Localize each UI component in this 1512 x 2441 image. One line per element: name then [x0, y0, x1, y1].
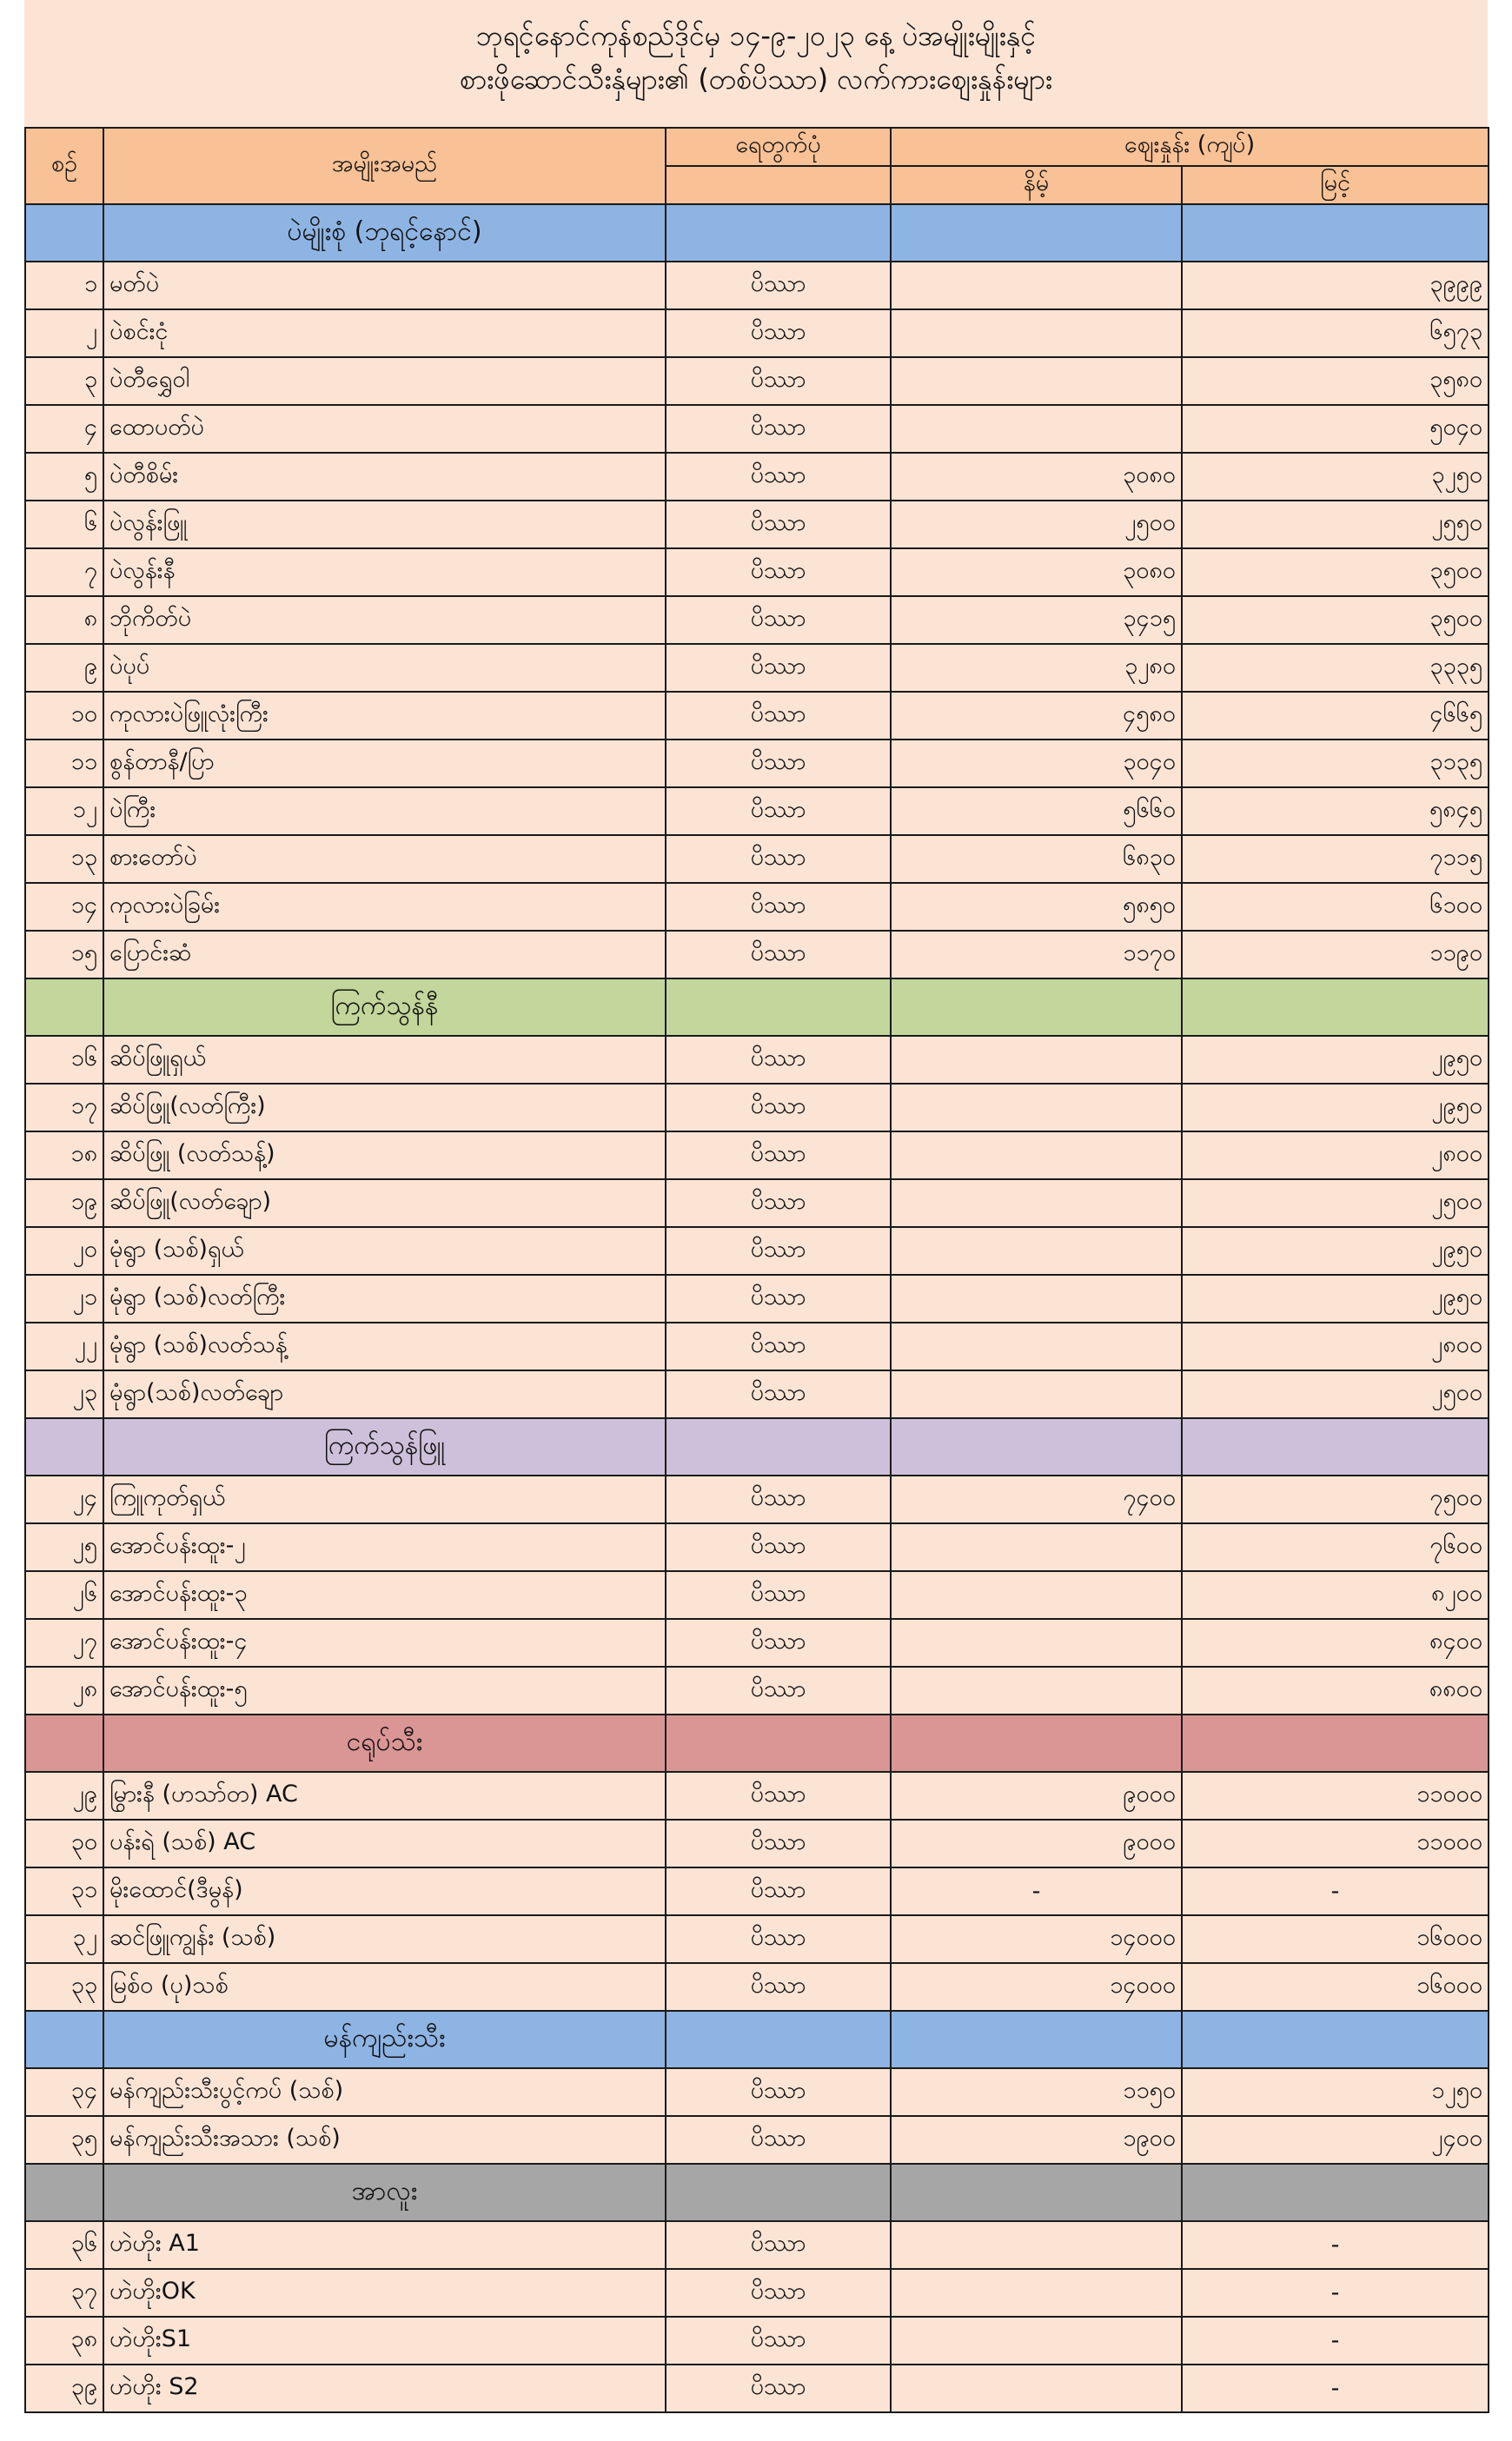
price-high: ၃၅၈၀	[1182, 357, 1489, 405]
item-unit: ပိဿာ	[666, 1772, 891, 1820]
item-unit: ပိဿာ	[666, 2221, 891, 2269]
row-number: ၉	[25, 644, 103, 692]
price-high: ၆၁၀၀	[1182, 883, 1489, 931]
section-cell	[891, 204, 1182, 262]
price-low: ၂၅၀၀	[891, 501, 1182, 548]
item-name: ဆင်ဖြူကျွန်း (သစ်)	[103, 1915, 666, 1963]
item-unit: ပိဿာ	[666, 1963, 891, 2011]
item-name: ပဲတီရွှေဝါ	[103, 357, 666, 405]
section-row	[25, 1715, 1489, 1772]
table-row	[25, 2365, 1489, 2412]
section-cell	[666, 1418, 891, 1476]
row-number: ၃	[25, 357, 103, 405]
section-cell	[25, 1715, 103, 1772]
price-low	[891, 309, 1182, 357]
price-low: ၁၄၀၀၀	[891, 1915, 1182, 1963]
table-row	[25, 1275, 1489, 1323]
section-title: ကြက်သွန်ဖြူ	[103, 1418, 666, 1476]
table-row	[25, 548, 1489, 596]
price-high: ၂၅၀၀	[1182, 1370, 1489, 1418]
price-high: ၃၁၃၅	[1182, 740, 1489, 787]
item-unit: ပိဿာ	[666, 501, 891, 548]
row-number: ၂၆	[25, 1571, 103, 1619]
item-name: အောင်ပန်းထူး-၂	[103, 1523, 666, 1571]
price-low: -	[891, 1867, 1182, 1915]
price-high: ၄၆၆၅	[1182, 692, 1489, 740]
table-row	[25, 1772, 1489, 1820]
item-unit: ပိဿာ	[666, 1867, 891, 1915]
item-name: မတ်ပဲ	[103, 262, 666, 309]
item-name: ပန်းရဲ (သစ်) AC	[103, 1820, 666, 1867]
table-row	[25, 692, 1489, 740]
price-high: ၁၁၉၀	[1182, 931, 1489, 978]
item-name: မြွားနီ (ဟသာ်တ) AC	[103, 1772, 666, 1820]
item-name: ဆိပ်ဖြူရှယ်	[103, 1036, 666, 1084]
price-high: ၇၆၀၀	[1182, 1523, 1489, 1571]
row-number: ၁၂	[25, 787, 103, 835]
table-body	[25, 204, 1489, 2412]
table-row	[25, 1179, 1489, 1227]
title-line-1: ဘုရင့်နောင်ကုန်စည်ဒိုင်မှ ၁၄-၉-၂၀၂၃ နေ့ ပဲအမျိုးမျိုးနှင့်	[475, 19, 1037, 52]
item-name: ပဲကြီး	[103, 787, 666, 835]
table-row	[25, 2068, 1489, 2116]
item-name: ဟဲဟိုးS1	[103, 2317, 666, 2365]
price-high: ၈၈၀၀	[1182, 1667, 1489, 1715]
item-name: ပဲပုပ်	[103, 644, 666, 692]
item-name: မုံရွာ (သစ်)လတ်သန့်	[103, 1323, 666, 1370]
price-low: ၃၀၈၀	[891, 453, 1182, 501]
price-high: ၂၉၅၀	[1182, 1275, 1489, 1323]
row-number: ၁၇	[25, 1084, 103, 1131]
price-low	[891, 357, 1182, 405]
table-row	[25, 2221, 1489, 2269]
table-row	[25, 644, 1489, 692]
item-unit: ပိဿာ	[666, 1523, 891, 1571]
title-box	[24, 0, 1488, 127]
price-low: ၆၈၃၀	[891, 835, 1182, 883]
price-high: ၁၂၅၀	[1182, 2068, 1489, 2116]
price-low	[891, 2365, 1182, 2412]
item-name: ပဲစင်းငုံ	[103, 309, 666, 357]
section-cell	[25, 204, 103, 262]
table-row	[25, 1227, 1489, 1275]
price-low: ၁၁၇၀	[891, 931, 1182, 978]
item-name: မိုးထောင်(ဒီမွန်)	[103, 1867, 666, 1915]
row-number: ၂	[25, 309, 103, 357]
row-number: ၂၁	[25, 1275, 103, 1323]
section-row	[25, 1418, 1489, 1476]
item-unit: ပိဿာ	[666, 405, 891, 453]
price-low	[891, 1619, 1182, 1667]
item-name: မုံရွာ(သစ်)လတ်ချော	[103, 1370, 666, 1418]
item-unit: ပိဿာ	[666, 262, 891, 309]
item-unit: ပိဿာ	[666, 1667, 891, 1715]
item-unit: ပိဿာ	[666, 1370, 891, 1418]
price-high: ၁၆၀၀၀	[1182, 1915, 1489, 1963]
table-row	[25, 2269, 1489, 2317]
item-unit: ပိဿာ	[666, 1476, 891, 1523]
table-row	[25, 1619, 1489, 1667]
item-unit: ပိဿာ	[666, 2365, 891, 2412]
table-row	[25, 2317, 1489, 2365]
row-number: ၂၅	[25, 1523, 103, 1571]
item-unit: ပိဿာ	[666, 1571, 891, 1619]
section-title: ငရုပ်သီး	[103, 1715, 666, 1772]
section-cell	[891, 1418, 1182, 1476]
section-cell	[1182, 2164, 1489, 2221]
item-unit: ပိဿာ	[666, 740, 891, 787]
section-title: အာလူး	[103, 2164, 666, 2221]
table-row	[25, 501, 1489, 548]
price-high: -	[1182, 2269, 1489, 2317]
section-cell	[891, 1715, 1182, 1772]
price-high: ၃၅၀၀	[1182, 548, 1489, 596]
price-high: ၃၅၀၀	[1182, 596, 1489, 644]
row-number: ၂၉	[25, 1772, 103, 1820]
item-unit: ပိဿာ	[666, 787, 891, 835]
item-unit: ပိဿာ	[666, 357, 891, 405]
section-row	[25, 2164, 1489, 2221]
item-unit: ပိဿာ	[666, 1084, 891, 1131]
header-name: အမျိုးအမည်	[103, 128, 666, 204]
table-row	[25, 835, 1489, 883]
row-number: ၁၁	[25, 740, 103, 787]
price-low: ၁၁၅၀	[891, 2068, 1182, 2116]
table-row	[25, 1370, 1489, 1418]
item-unit: ပိဿာ	[666, 596, 891, 644]
title-line-2: စားဖိုဆောင်သီးနှံများ၏ (တစ်ပိဿာ) လက်ကားဈေးနှုန်းများ	[460, 63, 1052, 96]
price-low: ၄၅၈၀	[891, 692, 1182, 740]
row-number: ၃၃	[25, 1963, 103, 2011]
item-unit: ပိဿာ	[666, 644, 891, 692]
section-cell	[1182, 1715, 1489, 1772]
row-number: ၁	[25, 262, 103, 309]
price-low: ၃၂၈၀	[891, 644, 1182, 692]
row-number: ၃၈	[25, 2317, 103, 2365]
row-number: ၈	[25, 596, 103, 644]
item-name: ဆိပ်ဖြူ(လတ်ကြီး)	[103, 1084, 666, 1131]
item-name: ကုလားပဲခြမ်း	[103, 883, 666, 931]
price-high: ၂၉၅၀	[1182, 1084, 1489, 1131]
price-high: ၃၃၃၅	[1182, 644, 1489, 692]
item-name: ဆိပ်ဖြူ (လတ်သန့်)	[103, 1131, 666, 1179]
row-number: ၇	[25, 548, 103, 596]
table-row	[25, 1867, 1489, 1915]
section-cell	[25, 978, 103, 1036]
price-low: ၁၄၀၀၀	[891, 1963, 1182, 2011]
row-number: ၂၀	[25, 1227, 103, 1275]
price-low	[891, 405, 1182, 453]
item-unit: ပိဿာ	[666, 548, 891, 596]
item-unit: ပိဿာ	[666, 835, 891, 883]
row-number: ၆	[25, 501, 103, 548]
item-unit: ပိဿာ	[666, 1131, 891, 1179]
item-unit: ပိဿာ	[666, 453, 891, 501]
section-title: မန်ကျည်းသီး	[103, 2011, 666, 2068]
item-name: ပဲလွန်းဖြူ	[103, 501, 666, 548]
item-unit: ပိဿာ	[666, 2116, 891, 2164]
row-number: ၃၇	[25, 2269, 103, 2317]
price-table	[24, 127, 1489, 2413]
price-low	[891, 1571, 1182, 1619]
item-name: မုံရွာ (သစ်)လတ်ကြီး	[103, 1275, 666, 1323]
table-row	[25, 596, 1489, 644]
section-cell	[666, 1715, 891, 1772]
item-unit: ပိဿာ	[666, 1275, 891, 1323]
price-high: ၂၉၅၀	[1182, 1227, 1489, 1275]
price-low: ၉၀၀၀	[891, 1820, 1182, 1867]
price-high: ၂၈၀၀	[1182, 1323, 1489, 1370]
header-high: မြင့်	[1182, 166, 1489, 204]
section-cell	[666, 2011, 891, 2068]
price-low	[891, 1275, 1182, 1323]
item-name: မန်ကျည်းသီးအသား (သစ်)	[103, 2116, 666, 2164]
price-high: ၃၉၉၉	[1182, 262, 1489, 309]
item-name: ပဲလွန်းနီ	[103, 548, 666, 596]
row-number: ၂၇	[25, 1619, 103, 1667]
row-number: ၁၆	[25, 1036, 103, 1084]
table-row	[25, 2116, 1489, 2164]
price-high: -	[1182, 2317, 1489, 2365]
item-name: ထောပတ်ပဲ	[103, 405, 666, 453]
section-row	[25, 978, 1489, 1036]
table-row	[25, 1084, 1489, 1131]
price-low	[891, 1227, 1182, 1275]
price-low	[891, 1370, 1182, 1418]
price-high: ၂၉၅၀	[1182, 1036, 1489, 1084]
price-high: ၈၄၀၀	[1182, 1619, 1489, 1667]
row-number: ၄	[25, 405, 103, 453]
price-high: ၅၀၄၀	[1182, 405, 1489, 453]
section-cell	[666, 204, 891, 262]
item-name: စွန်တာနီ/ပြာ	[103, 740, 666, 787]
table-row	[25, 357, 1489, 405]
price-low: ၅၆၆၀	[891, 787, 1182, 835]
header-price: ဈေးနှုန်း (ကျပ်)	[891, 128, 1489, 166]
price-sheet	[24, 0, 1488, 2441]
item-unit: ပိဿာ	[666, 692, 891, 740]
row-number: ၁၅	[25, 931, 103, 978]
table-row	[25, 309, 1489, 357]
price-low	[891, 1179, 1182, 1227]
item-name: မန်ကျည်းသီးပွင့်ကပ် (သစ်)	[103, 2068, 666, 2116]
price-low: ၃၄၁၅	[891, 596, 1182, 644]
section-cell	[666, 978, 891, 1036]
section-cell	[891, 2164, 1182, 2221]
section-title: ကြက်သွန်နီ	[103, 978, 666, 1036]
item-name: ဟဲဟိုးOK	[103, 2269, 666, 2317]
section-cell	[891, 978, 1182, 1036]
row-number: ၃၅	[25, 2116, 103, 2164]
price-low: ၉၀၀၀	[891, 1772, 1182, 1820]
section-cell	[1182, 2011, 1489, 2068]
row-number: ၃၁	[25, 1867, 103, 1915]
price-high: ၆၅၇၃	[1182, 309, 1489, 357]
section-row	[25, 2011, 1489, 2068]
item-unit: ပိဿာ	[666, 1323, 891, 1370]
price-low	[891, 1667, 1182, 1715]
item-name: ဟဲဟိုး S2	[103, 2365, 666, 2412]
price-high: -	[1182, 2221, 1489, 2269]
price-low	[891, 2317, 1182, 2365]
section-cell	[25, 2164, 103, 2221]
section-row	[25, 204, 1489, 262]
price-high: ၃၂၅၀	[1182, 453, 1489, 501]
price-low: ၃၀၄၀	[891, 740, 1182, 787]
header-low: နိမ့်	[891, 166, 1182, 204]
item-unit: ပိဿာ	[666, 931, 891, 978]
table-row	[25, 931, 1489, 978]
item-unit: ပိဿာ	[666, 1227, 891, 1275]
table-row	[25, 1036, 1489, 1084]
row-number: ၂၃	[25, 1370, 103, 1418]
item-name: ကုလားပဲဖြူလုံးကြီး	[103, 692, 666, 740]
row-number: ၃၀	[25, 1820, 103, 1867]
table-row	[25, 1571, 1489, 1619]
price-high: ၅၈၄၅	[1182, 787, 1489, 835]
header-unit-blank	[666, 166, 891, 204]
item-name: ပြောင်းဆံ	[103, 931, 666, 978]
table-row	[25, 787, 1489, 835]
row-number: ၁၉	[25, 1179, 103, 1227]
price-high: ၁၆၀၀၀	[1182, 1963, 1489, 2011]
price-low	[891, 1036, 1182, 1084]
section-cell	[1182, 978, 1489, 1036]
table-row	[25, 1963, 1489, 2011]
header-row	[25, 128, 1489, 166]
table-row	[25, 1476, 1489, 1523]
price-low	[891, 2269, 1182, 2317]
item-name: ဟဲဟိုး A1	[103, 2221, 666, 2269]
section-cell	[25, 2011, 103, 2068]
header-unit: ရေတွက်ပုံ	[666, 128, 891, 166]
row-number: ၁၃	[25, 835, 103, 883]
item-name: အောင်ပန်းထူး-၃	[103, 1571, 666, 1619]
item-unit: ပိဿာ	[666, 1915, 891, 1963]
price-high: ၂၈၀၀	[1182, 1131, 1489, 1179]
row-number: ၂၂	[25, 1323, 103, 1370]
price-high: -	[1182, 2365, 1489, 2412]
price-high: ၁၁၀၀၀	[1182, 1772, 1489, 1820]
item-name: ကြူကုတ်ရှယ်	[103, 1476, 666, 1523]
section-cell	[1182, 1418, 1489, 1476]
row-number: ၁၄	[25, 883, 103, 931]
item-unit: ပိဿာ	[666, 2269, 891, 2317]
item-name: အောင်ပန်းထူး-၄	[103, 1619, 666, 1667]
price-low	[891, 1523, 1182, 1571]
item-unit: ပိဿာ	[666, 2317, 891, 2365]
item-unit: ပိဿာ	[666, 1820, 891, 1867]
item-name: မုံရွာ (သစ်)ရှယ်	[103, 1227, 666, 1275]
item-unit: ပိဿာ	[666, 309, 891, 357]
price-low: ၃၀၈၀	[891, 548, 1182, 596]
table-row	[25, 1915, 1489, 1963]
section-cell	[25, 1418, 103, 1476]
row-number: ၃၆	[25, 2221, 103, 2269]
table-row	[25, 405, 1489, 453]
price-low	[891, 1131, 1182, 1179]
table-row	[25, 740, 1489, 787]
item-name: အောင်ပန်းထူး-၅	[103, 1667, 666, 1715]
item-unit: ပိဿာ	[666, 883, 891, 931]
price-high: ၂၄၀၀	[1182, 2116, 1489, 2164]
row-number: ၃၄	[25, 2068, 103, 2116]
table-row	[25, 1131, 1489, 1179]
price-high: -	[1182, 1867, 1489, 1915]
table-row	[25, 1523, 1489, 1571]
price-low	[891, 1323, 1182, 1370]
table-row	[25, 262, 1489, 309]
price-high: ၇၅၀၀	[1182, 1476, 1489, 1523]
item-name: မြစ်ဝ (ပု)သစ်	[103, 1963, 666, 2011]
row-number: ၁၀	[25, 692, 103, 740]
item-name: စားတော်ပဲ	[103, 835, 666, 883]
price-high: ၂၅၅၀	[1182, 501, 1489, 548]
price-high: ၈၂၀၀	[1182, 1571, 1489, 1619]
section-cell	[1182, 204, 1489, 262]
section-cell	[891, 2011, 1182, 2068]
table-row	[25, 453, 1489, 501]
price-low: ၅၈၅၀	[891, 883, 1182, 931]
item-name: ပဲတီစိမ်း	[103, 453, 666, 501]
row-number: ၂၄	[25, 1476, 103, 1523]
table-row	[25, 1667, 1489, 1715]
price-low	[891, 1084, 1182, 1131]
table-row	[25, 883, 1489, 931]
header-no: စဉ်	[25, 128, 103, 204]
price-low: ၁၉၀၀	[891, 2116, 1182, 2164]
price-high: ၇၁၁၅	[1182, 835, 1489, 883]
item-unit: ပိဿာ	[666, 2068, 891, 2116]
row-number: ၂၈	[25, 1667, 103, 1715]
item-unit: ပိဿာ	[666, 1036, 891, 1084]
table-row	[25, 1820, 1489, 1867]
section-title: ပဲမျိုးစုံ (ဘုရင့်နောင်)	[103, 204, 666, 262]
price-low	[891, 2221, 1182, 2269]
price-high: ၁၁၀၀၀	[1182, 1820, 1489, 1867]
row-number: ၃၂	[25, 1915, 103, 1963]
row-number: ၅	[25, 453, 103, 501]
section-cell	[666, 2164, 891, 2221]
table-row	[25, 1323, 1489, 1370]
item-name: ဘိုကိတ်ပဲ	[103, 596, 666, 644]
row-number: ၃၉	[25, 2365, 103, 2412]
item-unit: ပိဿာ	[666, 1179, 891, 1227]
price-high: ၂၅၀၀	[1182, 1179, 1489, 1227]
item-name: ဆိပ်ဖြူ(လတ်ချော)	[103, 1179, 666, 1227]
row-number: ၁၈	[25, 1131, 103, 1179]
price-low	[891, 262, 1182, 309]
price-low: ၇၄၀၀	[891, 1476, 1182, 1523]
item-unit: ပိဿာ	[666, 1619, 891, 1667]
